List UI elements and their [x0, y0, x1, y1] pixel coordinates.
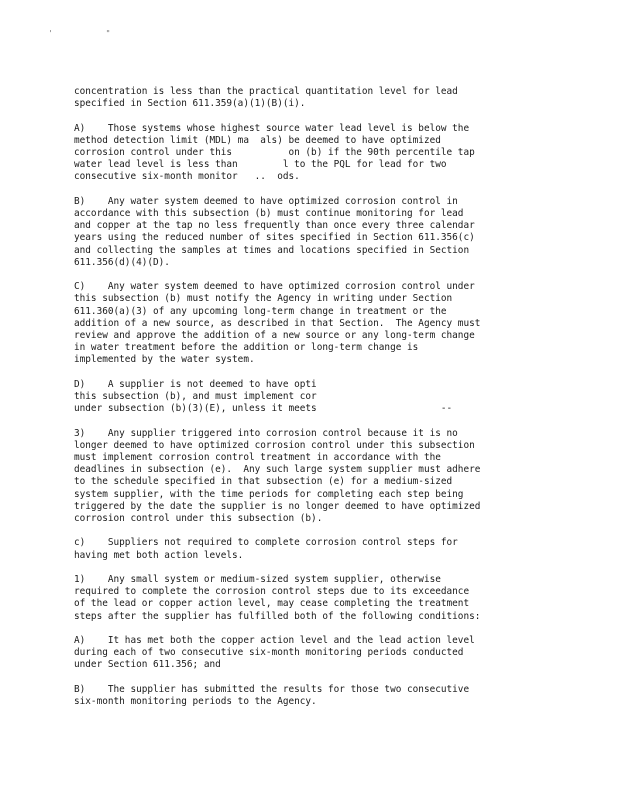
- paragraph-b2-c: C) Any water system deemed to have optimized corrosion control under this subsection (b) must notify the Agency in writing under Section 611.360(a)(3) of any upcoming long-term change in treatment or the addition of a new source, as described in that Section. The Agency must review and approve the addition of a new source or any long-term change in water treatment before the addition or long-term change is implemented by the water system.: [74, 281, 481, 366]
- paragraph-intro-continuation: concentration is less than the practical quantitation level for lead specified in Section 611.359(a)(1)(B)(i).: [74, 86, 458, 110]
- paragraph-c1: 1) Any small system or medium-sized system supplier, otherwise required to complete the corrosion control steps due to its exceedance of the lead or copper action level, may cease completing the treatment steps after the supplier has fulfilled both of the following conditions:: [74, 574, 481, 622]
- paragraph-b3: 3) Any supplier triggered into corrosion control because it is no longer deemed to have optimized corrosion control under this subsection must implement corrosion control treatment in accordance with the deadlines in subsection (e). Any such large system supplier must adhere to the schedule specified in that subsection (e) for a medium-sized system supplier, with the time periods for completing each step being triggered by the date the supplier is no longer deemed to have optimized corrosion control under this subsection (b).: [74, 427, 481, 525]
- paragraph-c1-a: A) It has met both the copper action level and the lead action level during each of two consecutive six-month monitoring periods conducted under Section 611.356; and: [74, 635, 475, 671]
- paragraph-b2-d: D) A supplier is not deemed to have opti this subsection (b), and must implement cor under subsection (b)(3)(E), unless it meets --: [74, 378, 453, 415]
- document-body: [74, 86, 544, 720]
- paragraph-b2-b: B) Any water system deemed to have optimized corrosion control in accordance with this subsection (b) must continue monitoring for lead and copper at the tap no less frequently than once every three calendar years using the reduced number of sites specified in Section 611.356(c) and collecting the samples at times and locations specified in Section 611.356(d)(4)(D).: [74, 195, 475, 268]
- paragraph-c1-b: B) The supplier has submitted the results for those two consecutive six-month monitoring periods to the Agency.: [74, 683, 470, 708]
- scan-specks: ' ": [48, 29, 135, 38]
- paragraph-c: c) Suppliers not required to complete corrosion control steps for having met both action levels.: [74, 537, 458, 561]
- paragraph-b2-a: A) Those systems whose highest source water lead level is below the method detection limit (MDL) ma als) be deemed to have optimized corrosion control under this on (b) if the 90th percentile tap water lead level is less than l to the PQL for lead for two consecutive six-month monitor .. ods.: [74, 122, 475, 183]
